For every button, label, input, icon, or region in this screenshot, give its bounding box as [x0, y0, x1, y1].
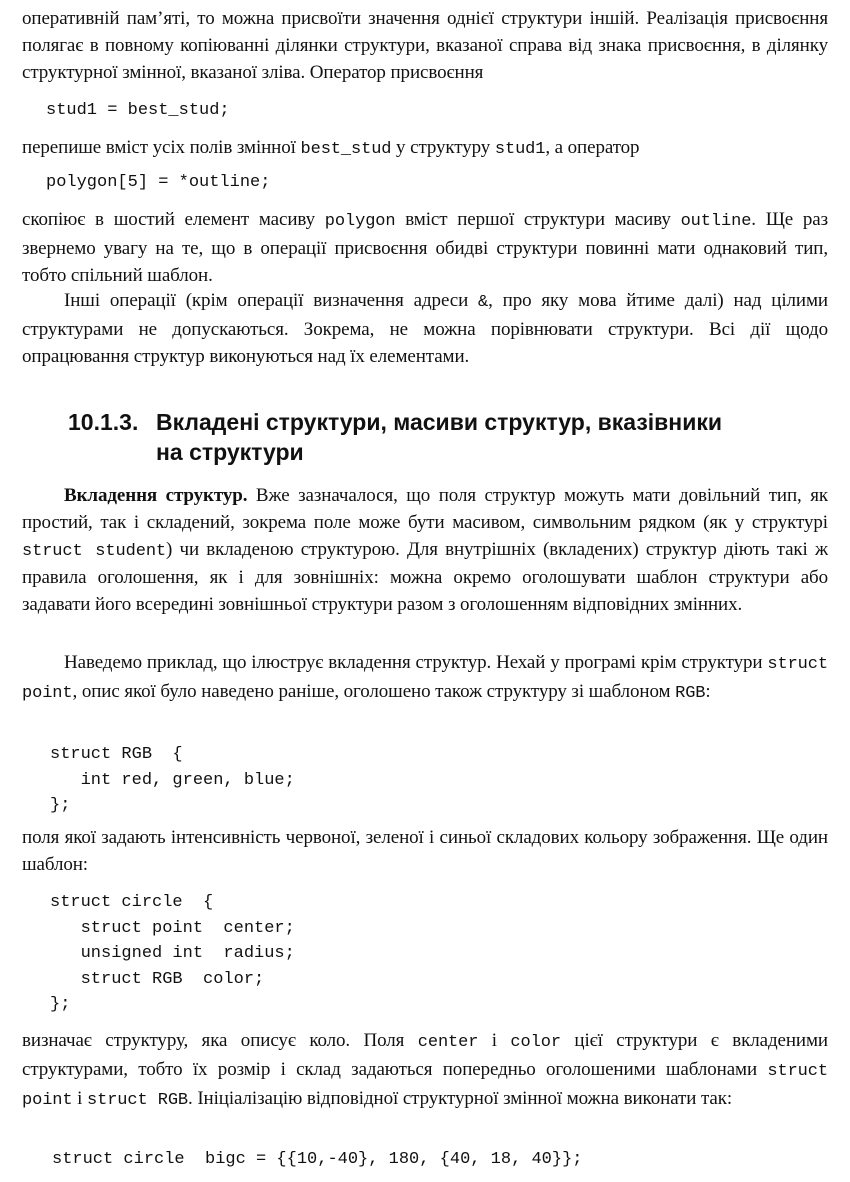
section-heading: [68, 407, 722, 467]
text-run: у структуру: [391, 137, 495, 158]
text-run: Вже зазначалося, що поля структур можуть мати довільний тип, як простий, так і складений, зокрема поле може бути масивом, символьним рядком (як у структурі: [22, 485, 828, 533]
text-run: визначає структуру, яка описує коло. Поля: [22, 1030, 418, 1051]
code-circle-initialization: struct circle bigc = {{10,-40}, 180, {40, 18, 40}};: [52, 1150, 583, 1169]
inline-code: outline: [680, 212, 752, 231]
paragraph-nested-structures: [22, 483, 828, 619]
text-run: ) чи вкладеною структурою. Для внутрішніх (вкладених) структур діють такі ж правила оголошення, як і для зовнішніх: можна окремо оголошувати шаблон структури або задавати його всередині зовнішньої структури разом з оголошенням відповідних змінних.: [22, 538, 828, 616]
code-struct-circle: struct circle { struct point center; unsigned int radius; struct RGB color; };: [50, 893, 295, 1015]
paragraph-other-operations: [22, 288, 828, 370]
inline-code: struct student: [22, 541, 167, 561]
code-assignment-polygon: polygon[5] = *outline;: [46, 173, 271, 192]
paragraph-circle-description: [22, 1028, 828, 1114]
text-run: Інші операції (крім операції визначення адреси: [64, 290, 479, 311]
code-struct-rgb: struct RGB { int red, green, blue; };: [50, 745, 295, 816]
inline-code: &: [478, 293, 489, 312]
text-run: і: [478, 1030, 511, 1051]
text-run: скопіює в шостий елемент масиву: [22, 209, 325, 230]
text-run: :: [705, 680, 711, 702]
paragraph-copy-array-element: [22, 207, 828, 289]
text-run: , опис якої було наведено раніше, оголошено також структуру зі шаблоном: [72, 680, 676, 702]
text-run: . Ініціалізацію відповідної структурної змінної можна виконати так:: [188, 1087, 733, 1109]
paragraph-assignment-intro: оперативній пам’яті, то можна присвоїти значення однієї структури іншій. Реалізація присвоєння полягає в повному копіюванні ділянки структури, вказаної справа від знака присвоєння, в ділянку структурної змінної, вказаної зліва. Оператор присвоєння: [22, 8, 828, 83]
section-title-line1: Вкладені структури, масиви структур, вказівники: [156, 409, 722, 435]
code-assignment-stud: stud1 = best_stud;: [46, 101, 230, 120]
text-run: . Ще раз звернемо увагу на те, що в операції присвоєння обидві структури повинні мати однаковий тип, тобто спільний шаблон.: [22, 209, 829, 286]
inline-code: best_stud: [300, 140, 392, 159]
section-title-line2: на структури: [156, 439, 304, 465]
inline-code: struct point: [22, 1061, 828, 1110]
inline-code: stud1: [494, 140, 546, 159]
inline-code: RGB: [675, 683, 706, 703]
section-number: 10.1.3.: [68, 409, 139, 435]
text-run: , про яку мова йтиме далі) над цілими структурами не допускаються. Зокрема, не можна порівнювати структури. Всі дії щодо опрацювання структур виконуються над їх елементами.: [22, 290, 828, 367]
inline-code: polygon: [324, 212, 396, 231]
paragraph-copy-fields: [22, 135, 828, 164]
text-run: вміст першої структури масиву: [395, 209, 681, 230]
paragraph-example-intro: [22, 650, 828, 708]
inline-code: struct RGB: [87, 1090, 189, 1110]
inline-code: color: [510, 1033, 561, 1052]
run-in-heading: Вкладення структур.: [64, 485, 248, 506]
inline-code: center: [417, 1033, 479, 1052]
paragraph-rgb-fields: поля якої задають інтенсивність червоної, зеленої і синьої складових кольору зображення. Ще один шаблон:: [22, 827, 828, 875]
text-run: перепише вміст усіх полів змінної: [22, 137, 301, 158]
text-run: цієї структури є вкладеними структурами, тобто їх розмір і склад задаються попередньо оголошеними шаблонами: [22, 1030, 828, 1080]
text-run: Наведемо приклад, що ілюструє вкладення структур. Нехай у програмі крім структури: [64, 652, 768, 673]
inline-code: struct point: [22, 655, 828, 703]
text-run: і: [72, 1087, 87, 1109]
text-run: , а оператор: [545, 137, 640, 158]
